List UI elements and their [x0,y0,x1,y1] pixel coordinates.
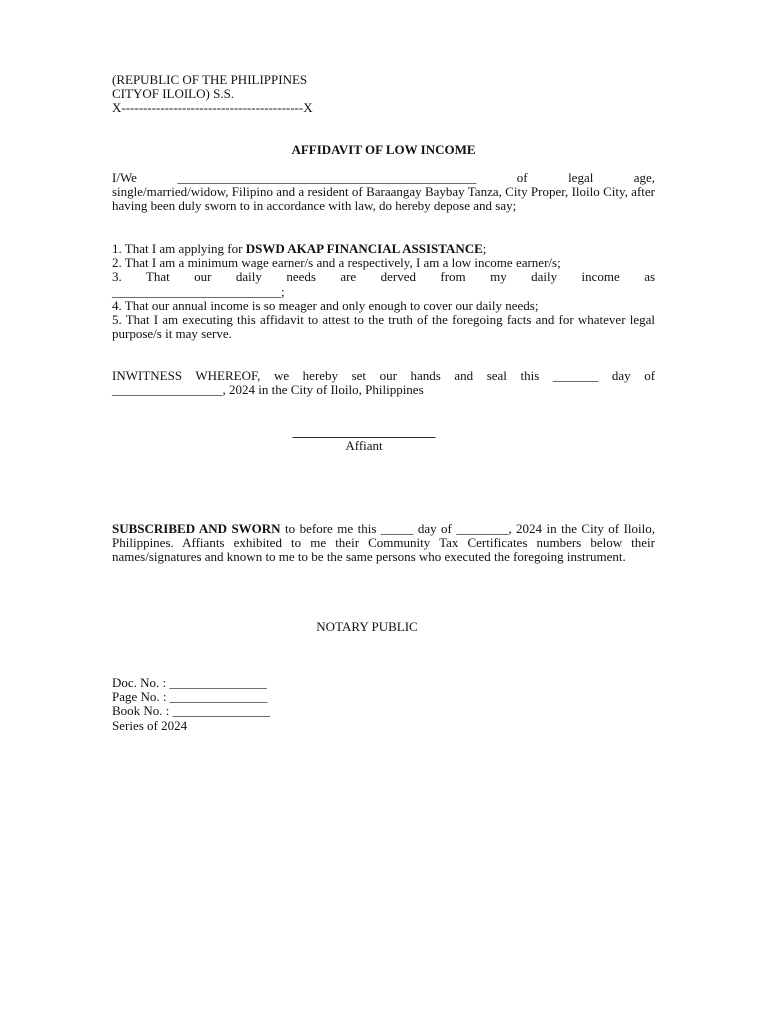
affiant-signature-block [264,425,464,453]
item3-word: daily [531,269,558,285]
statement-item-1 [112,242,655,256]
item3-word: daily [235,269,262,285]
statement-list [112,242,655,341]
intro-paragraph [112,171,655,214]
day-blank: _______ [552,368,599,383]
witness-line-2: _________________, 2024 in the City of Iloilo, Philippines [112,382,424,398]
jurat-bold: SUBSCRIBED AND SWORN [112,521,281,536]
witness-word: and [454,368,474,383]
jurisdiction-header [112,73,655,116]
item3-word: as [644,269,656,285]
statement-item-3-continuation: __________________________; [112,283,285,299]
intro-word: age, [633,170,656,185]
document-title: AFFIDAVIT OF LOW INCOME [291,142,476,157]
item3-word: are [340,269,357,285]
witness-word: this [520,368,540,383]
item3-word: our [194,269,212,285]
header-line-1: (REPUBLIC OF THE PHILIPPINES [112,72,308,87]
item1-bold: DSWD AKAP FINANCIAL ASSISTANCE [245,241,483,256]
witness-word: seal [486,368,507,383]
jurat-text: to before me this _____ day of ________, 2024 in the City of Iloilo, Philippines. Affiants exhibited to me their Community Tax Certificates numbers below their names/signatures and known to me to be the same persons who executed the foregoing instrument. [112,521,655,565]
witness-word: our [379,368,397,383]
item3-word: income [581,269,620,285]
witness-word: hereby [302,368,339,383]
item3-word: my [490,269,507,285]
item3-word: 3. That [112,269,170,285]
item1-text: 1. That I am applying for [112,241,246,256]
item3-word: from [440,269,466,285]
statement-item-2: 2. That I am a minimum wage earner/s and a respectively, I am a low income earner/s; [112,255,561,271]
jurat-paragraph [112,522,655,565]
name-blank: ______________________________________________ [177,170,477,185]
series: Series of 2024 [112,717,188,733]
item3-word: needs [286,269,316,285]
intro-first-line [112,171,655,185]
intro-word: I/We [112,170,137,185]
intro-rest: single/married/widow, Filipino and a resident of Baraangay Baybay Tanza, City Proper, Iloilo City, after having been duly sworn to in accordance with law, do hereby depose and say; [112,184,655,214]
item1-suffix: ; [482,241,487,256]
witness-paragraph [112,369,655,397]
intro-word: of [516,170,528,185]
statement-item-5: 5. That I am executing this affidavit to attest to the truth of the foregoing facts and for whatever legal purpose/s it may serve. [112,312,655,342]
witness-word: hands [410,368,441,383]
doc-no: Doc. No. : _______________ [112,675,267,690]
page-no: Page No. : _______________ [112,689,268,705]
witness-word: set [351,368,367,383]
witness-word: WHEREOF, [195,368,261,383]
header-line-2: CITYOF ILOILO) S.S. [112,86,235,102]
witness-word: day [611,368,631,383]
header-line-3: X------------------------------------------X [112,100,313,116]
witness-word: INWITNESS [112,368,183,383]
statement-item-3 [112,270,655,284]
witness-word: of [644,368,656,383]
notary-public-label: NOTARY PUBLIC [316,619,418,634]
affiant-label: Affiant [345,438,383,454]
item3-word: derved [380,269,416,285]
witness-line-1 [112,369,655,383]
affiant-signature-line: ______________________ [292,424,436,439]
witness-word: we [273,368,290,383]
notarial-register-info [112,676,655,733]
intro-word: legal [568,170,594,185]
statement-item-4: 4. That our annual income is so meager and only enough to cover our daily needs; [112,297,539,313]
book-no: Book No. : _______________ [112,703,271,719]
